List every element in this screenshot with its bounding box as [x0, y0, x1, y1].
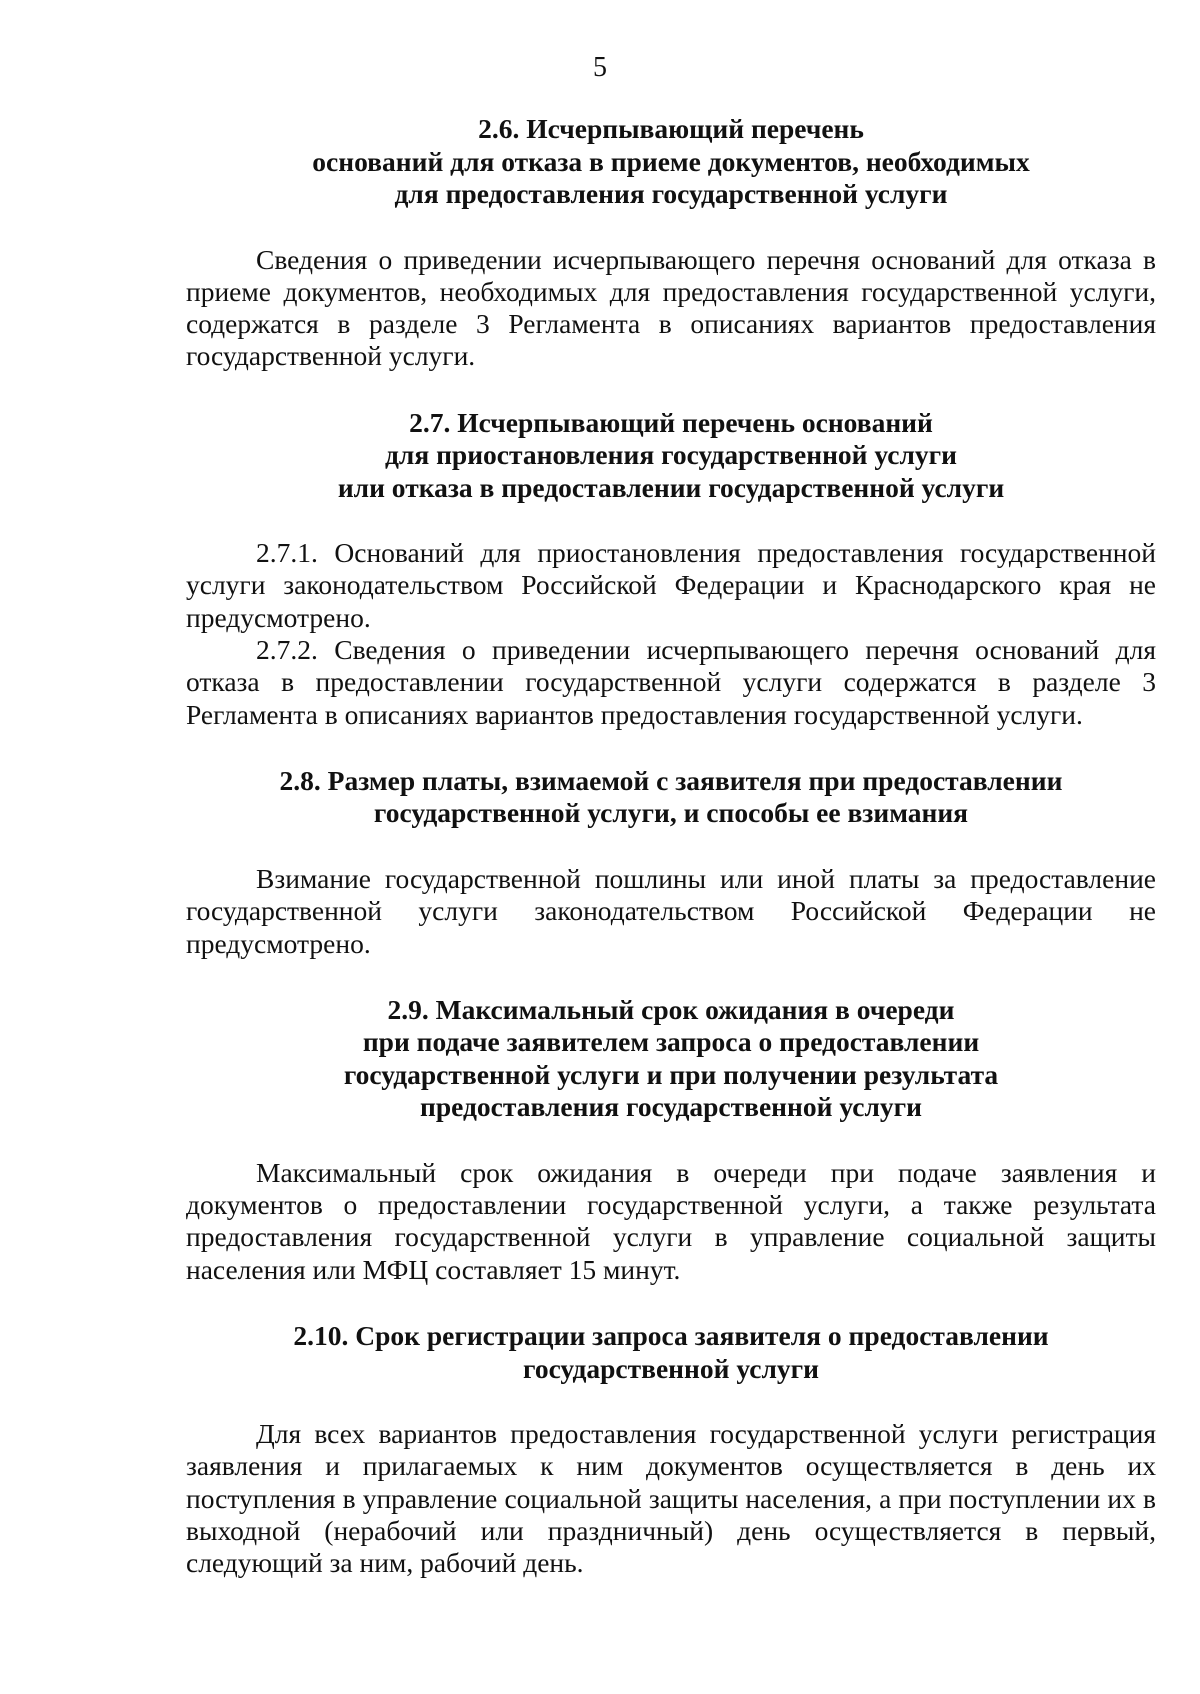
heading-line: 2.7. Исчерпывающий перечень оснований — [409, 406, 933, 438]
paragraph: 2.7.2. Сведения о приведении исчерпывающего перечня оснований для отказа в предоставлении государственной услуги содержатся в разделе 3 Регламента в описаниях вариантов предоставления государственной услуги. — [186, 634, 1156, 730]
heading-line: для предоставления государственной услуги — [394, 178, 948, 209]
section-heading — [186, 1320, 1156, 1385]
heading-line: 2.10. Срок регистрации запроса заявителя о предоставлении — [293, 1320, 1049, 1352]
section-heading — [186, 765, 1156, 830]
heading-line: 2.8. Размер платы, взимаемой с заявителя при предоставлении — [279, 764, 1063, 796]
heading-line: 2.6. Исчерпывающий перечень — [478, 113, 864, 144]
heading-line: при подаче заявителем запроса о предоставлении — [362, 1026, 980, 1058]
paragraph: Взимание государственной пошлины или иной платы за предоставление государственной услуги законодательством Российской Федерации не предусмотрено. — [186, 862, 1156, 959]
section-2-10 — [186, 1320, 1156, 1579]
paragraph: 2.7.1. Оснований для приостановления предоставления государственной услуги законодательством Российской Федерации и Краснодарского края не предусмотрено. — [186, 537, 1156, 633]
section-2-6 — [186, 113, 1156, 373]
section-heading — [186, 407, 1156, 505]
section-heading — [186, 113, 1156, 211]
heading-line: 2.9. Максимальный срок ожидания в очереди — [387, 993, 955, 1025]
heading-line: оснований для отказа в приеме документов, необходимых — [312, 145, 1030, 177]
section-2-8 — [186, 765, 1156, 960]
heading-line: государственной услуги и при получении результата — [343, 1058, 999, 1090]
document-body — [186, 113, 1156, 1580]
paragraph: Для всех вариантов предоставления государственной услуги регистрация заявления и прилагаемых к ним документов осуществляется в день их поступления в управление социальной защиты населения, а при поступлении их в выходной (нерабочий или праздничный) день осуществляется в первый, следующий за ним, рабочий день. — [186, 1418, 1156, 1579]
paragraph: Максимальный срок ожидания в очереди при подаче заявления и документов о предоставлении государственной услуги, а также результата предоставления государственной услуги в управление социальной защиты населения или МФЦ составляет 15 минут. — [186, 1156, 1156, 1285]
heading-line: предоставления государственной услуги — [420, 1091, 922, 1123]
heading-line: государственной услуги, и способы ее взимания — [373, 797, 969, 829]
page-number: 5 — [593, 52, 607, 83]
heading-line: государственной услуги — [523, 1352, 819, 1384]
section-2-9 — [186, 994, 1156, 1286]
section-heading — [186, 994, 1156, 1124]
heading-line: для приостановления государственной услуги — [384, 439, 958, 471]
section-2-7 — [186, 407, 1156, 731]
paragraph: Сведения о приведении исчерпывающего перечня оснований для отказа в приеме документов, необходимых для предоставления государственной услуги, содержатся в разделе 3 Регламента в описаниях вариантов предоставления государственной услуги. — [186, 243, 1156, 372]
heading-line: или отказа в предоставлении государственной услуги — [337, 471, 1005, 503]
